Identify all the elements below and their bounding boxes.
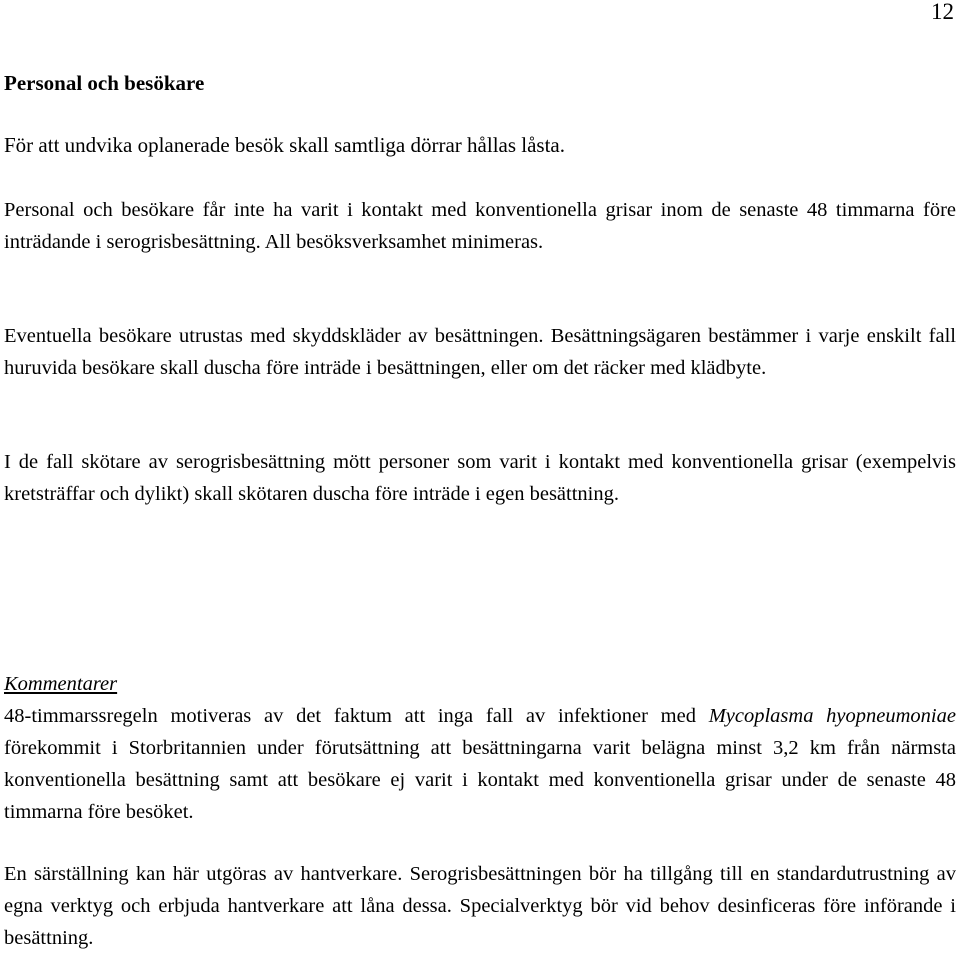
species-name: Mycoplasma hyopneumoniae — [708, 705, 956, 727]
paragraph-visitor-quarantine: Personal och besökare får inte ha varit i kontakt med konventionella grisar inom de senaste 48 timmarna före inträdande i serogrisbesättning. All besöksverksamhet minimeras. — [4, 199, 956, 253]
paragraph-staff-shower: I de fall skötare av serogrisbesättning mött personer som varit i kontakt med konventionella grisar (exempelvis kretsträffar och dylikt) skall skötaren duscha före inträde i egen besättning. — [4, 451, 956, 505]
section-heading: Personal och besökare — [4, 71, 205, 95]
comment-text-start: 48-timmarssregeln motiveras av det faktum att inga fall av infektioner med — [4, 705, 709, 727]
paragraph-comment-48h-rule — [4, 700, 956, 828]
paragraph-protective-clothing: Eventuella besökare utrustas med skyddskläder av besättningen. Besättningsägaren bestämmer i varje enskilt fall huruvida besökare skall duscha före inträde i besättningen, eller om det räcker med klädbyte. — [4, 325, 956, 379]
page-number: 12 — [931, 0, 954, 24]
paragraph-locked-doors: För att undvika oplanerade besök skall samtliga dörrar hållas låsta. — [4, 133, 566, 157]
comments-label: Kommentarer — [4, 673, 118, 695]
paragraph-comment-craftsmen: En särställning kan här utgöras av hantverkare. Serogrisbesättningen bör ha tillgång till en standardutrustning av egna verktyg och erbjuda hantverkare att låna dessa. Specialverktyg bör vid behov desinficeras före införande i besättning. — [4, 863, 956, 949]
comments-label-line — [4, 668, 956, 700]
comment-text-end: förekommit i Storbritannien under förutsättning att besättningarna varit belägna minst 3,2 km från närmsta konventionella besättning samt att besökare ej varit i kontakt med konventionella grisar under de senaste 48 timmarna före besöket. — [4, 737, 956, 823]
